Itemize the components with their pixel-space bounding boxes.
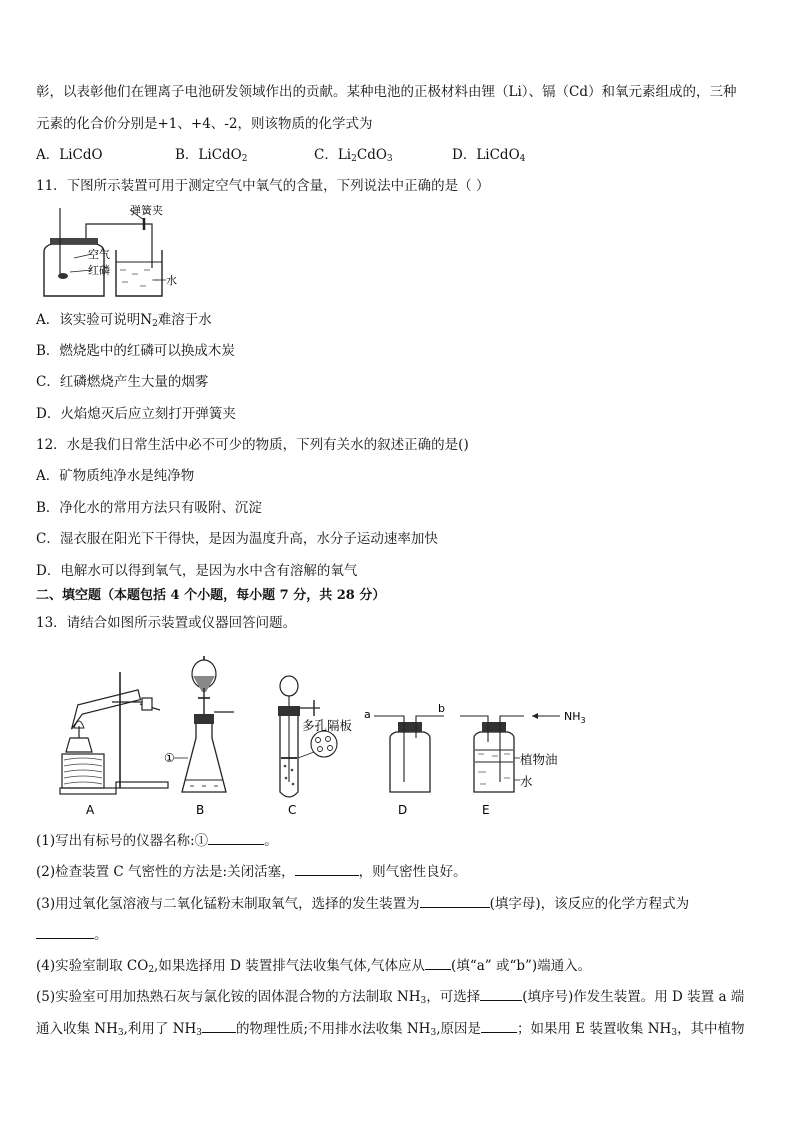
label-a: A	[86, 803, 95, 817]
q13-part1	[36, 830, 278, 851]
q10-option-c-sub1: 2	[351, 154, 357, 164]
q12-option-a[interactable]: A．矿物质纯净水是纯净物	[36, 468, 195, 484]
q11-option-a-sub: 2	[152, 319, 158, 329]
q13-part5-blank2[interactable]	[202, 1018, 236, 1033]
q13-part4-mid: ,如果选择用 D 装置排气法收集气体,气体应从	[154, 958, 426, 974]
q10-option-b[interactable]	[175, 145, 247, 165]
q13-part5-text9: ，其中植物	[677, 1021, 745, 1037]
label-water: 水	[520, 774, 533, 789]
q12-option-b[interactable]: B．净化水的常用方法只有吸附、沉淀	[36, 500, 262, 516]
q13-part4-blank[interactable]	[425, 955, 451, 970]
q13-part5-text1: (5)实验室可用加热熟石灰与氯化铵的固体混合物的方法制取 NH	[36, 989, 421, 1005]
q12-option-c[interactable]: C．湿衣服在阳光下干得快，是因为温度升高，水分子运动速率加快	[36, 531, 438, 547]
q10-option-b-sub: 2	[241, 154, 248, 164]
q11-option-a-suffix: 难溶于水	[157, 312, 212, 328]
label-b: B	[196, 803, 205, 817]
q13-part5-sub5: 3	[671, 1028, 678, 1038]
section-heading: 二、填空题（本题包括 4 个小题，每小题 7 分，共 28 分）	[36, 588, 386, 603]
port-a: a	[364, 708, 371, 721]
port-b: b	[438, 702, 445, 715]
q10-option-c-text: C．Li	[314, 147, 352, 163]
apparatus-d	[364, 702, 445, 817]
q11-option-c[interactable]: C．红磷燃烧产生大量的烟雾	[36, 374, 209, 390]
q11-label-air: 空气	[88, 248, 110, 261]
nh3-arrow-label: $NH_3$	[564, 710, 586, 725]
q13-part5-sub1: 3	[420, 996, 427, 1006]
q13-part2-blank[interactable]	[295, 861, 359, 876]
q13-part5-sub2: 3	[117, 1028, 124, 1038]
q13-part1-blank[interactable]	[208, 830, 264, 845]
q13-part5-sub3: 3	[196, 1028, 203, 1038]
label-d: D	[398, 803, 408, 817]
label-e: E	[482, 803, 490, 817]
q13-part3-cont	[36, 924, 108, 945]
q13-part5-sub4: 3	[430, 1028, 437, 1038]
label-oil: 植物油	[520, 752, 558, 767]
q11-label-phosphorus: 红磷	[88, 264, 110, 277]
apparatus-e	[460, 710, 586, 817]
q11-apparatus-figure	[36, 200, 186, 302]
apparatus-b	[164, 656, 234, 817]
q13-part4	[36, 955, 591, 976]
q13-part1-text: (1)写出有标号的仪器名称:①	[36, 833, 209, 849]
q10-text-line2: 元素的化合价分别是+1、+4、-2，则该物质的化学式为	[36, 116, 373, 132]
q13-part2-suffix: ，则气密性良好。	[358, 864, 467, 880]
q13-part5-text6: 的物理性质;不用排水法收集 NH	[236, 1021, 431, 1037]
q11-label-clip: 弹簧夹	[130, 204, 163, 217]
q10-option-c[interactable]	[314, 145, 393, 165]
label-porous-board: 多孔隔板	[302, 718, 353, 733]
q13-part5-text2: ，可选择	[426, 989, 481, 1005]
q10-option-c-sub2: 3	[386, 154, 393, 164]
q13-part5-text8: ；如果用 E 装置收集 NH	[517, 1021, 672, 1037]
q12-option-d[interactable]: D．电解水可以得到氧气，是因为水中含有溶解的氧气	[36, 563, 358, 579]
q13-part2-text: (2)检查装置 C 气密性的方法是:关闭活塞，	[36, 864, 295, 880]
q10-option-d-text: D．LiCdO	[452, 147, 520, 163]
q13-part4-suffix: (填“a” 或“b”)端通入。	[451, 958, 592, 974]
q13-part2	[36, 861, 467, 882]
q10-option-c-mid: CdO	[356, 147, 387, 163]
q13-apparatus-figure	[56, 642, 586, 822]
q11-option-a-text: A．该实验可说明N	[36, 312, 153, 328]
q13-part3-end: 。	[94, 927, 108, 943]
q13-part3-blank1[interactable]	[420, 893, 490, 908]
q13-part5-blank1[interactable]	[480, 986, 522, 1001]
q11-label-water: 水	[166, 274, 177, 287]
q13-part5-line1	[36, 986, 744, 1007]
q12-stem: 12．水是我们日常生活中必不可少的物质，下列有关水的叙述正确的是()	[36, 437, 469, 453]
q13-part5-blank3[interactable]	[481, 1018, 517, 1033]
q13-part3-text: (3)用过氧化氢溶液与二氧化锰粉末制取氧气，选择的发生装置为	[36, 896, 420, 912]
q10-option-d-sub: 4	[519, 154, 526, 164]
q13-part1-suffix: 。	[264, 833, 278, 849]
q13-part4-sub: 2	[148, 965, 155, 975]
q13-part3-suffix: (填字母)，该反应的化学方程式为	[489, 896, 690, 912]
q11-option-b[interactable]: B．燃烧匙中的红磷可以换成木炭	[36, 343, 235, 359]
q13-stem: 13．请结合如图所示装置或仪器回答问题。	[36, 615, 297, 631]
q10-option-d[interactable]	[452, 145, 525, 165]
apparatus-a	[60, 672, 168, 817]
q13-part5-text7: ,原因是	[436, 1021, 481, 1037]
q13-part5-text3: (填序号)作发生装置。用 D 装置 a 端	[522, 989, 745, 1005]
q11-stem: 11．下图所示装置可用于测定空气中氧气的含量，下列说法中正确的是（ ）	[36, 178, 490, 194]
q11-option-a[interactable]	[36, 310, 212, 330]
q10-option-b-text: B．LiCdO	[175, 147, 242, 163]
q10-text-line1: 彰，以表彰他们在锂离子电池研发领域作出的贡献。某种电池的正极材料由锂（Li）、镉（Cd）和氧元素组成的，三种	[36, 84, 737, 100]
q10-option-a[interactable]: A．LiCdO	[36, 147, 103, 163]
q11-option-d[interactable]: D．火焰熄灭后应立刻打开弹簧夹	[36, 406, 236, 422]
apparatus-c	[278, 676, 353, 817]
q13-part5-text4: 通入收集 NH	[36, 1021, 118, 1037]
q13-part4-text: (4)实验室制取 CO	[36, 958, 149, 974]
q13-part3	[36, 893, 689, 914]
q13-part5-line2	[36, 1018, 745, 1039]
label-c: C	[288, 803, 297, 817]
mark-1: ①	[164, 751, 175, 765]
q13-part5-text5: ,利用了 NH	[123, 1021, 197, 1037]
q13-part3-blank2[interactable]	[36, 924, 94, 939]
